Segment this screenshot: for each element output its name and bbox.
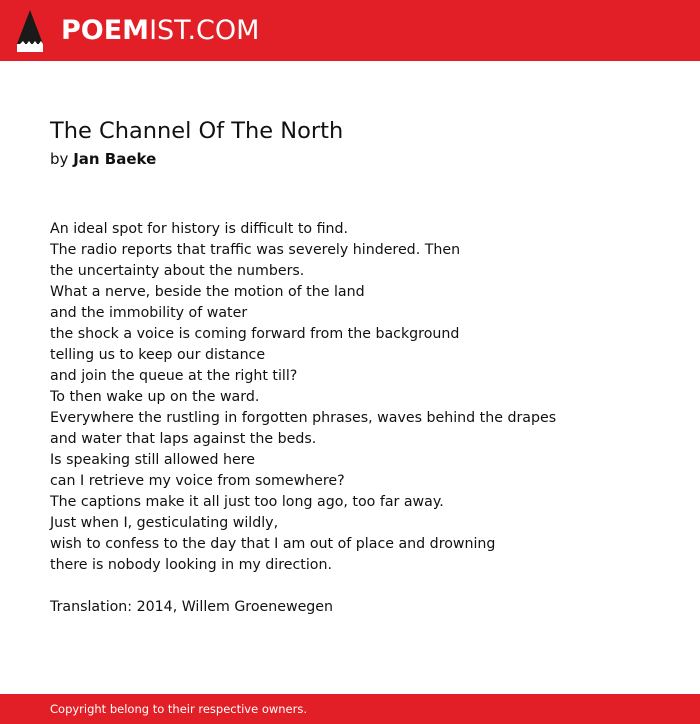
copyright-notice: Copyright belong to their respective owners. bbox=[50, 702, 308, 716]
brand-light-part: IST.COM bbox=[149, 15, 260, 46]
poem-line: Is speaking still allowed here bbox=[50, 452, 255, 468]
poem-line: and water that laps against the beds. bbox=[50, 431, 317, 447]
brand-bold-part: POEM bbox=[61, 15, 150, 46]
poem-line: The radio reports that traffic was severely hindered. Then bbox=[50, 242, 461, 258]
poem-line: the shock a voice is coming forward from the background bbox=[50, 326, 460, 342]
poem-line: and join the queue at the right till? bbox=[50, 368, 298, 384]
poem-line: The captions make it all just too long ago, too far away. bbox=[50, 494, 444, 510]
site-logo-text[interactable] bbox=[61, 13, 259, 49]
poem-line: To then wake up on the ward. bbox=[50, 389, 260, 405]
author-name: Jan Baeke bbox=[73, 150, 157, 168]
poem-body bbox=[50, 219, 650, 576]
poem-line: What a nerve, beside the motion of the land bbox=[50, 284, 365, 300]
poem-line: telling us to keep our distance bbox=[50, 347, 266, 363]
byline-prefix: by bbox=[50, 150, 69, 168]
site-footer bbox=[0, 694, 700, 724]
site-header bbox=[0, 0, 700, 61]
poem-line: can I retrieve my voice from somewhere? bbox=[50, 473, 345, 489]
pencil-tip-icon[interactable] bbox=[17, 10, 43, 52]
poem-line: An ideal spot for history is difficult to find. bbox=[50, 221, 349, 237]
poem-line: and the immobility of water bbox=[50, 305, 248, 321]
poem-line: Everywhere the rustling in forgotten phrases, waves behind the drapes bbox=[50, 410, 557, 426]
translation-credit: Translation: 2014, Willem Groenewegen bbox=[50, 599, 334, 615]
poem-line: there is nobody looking in my direction. bbox=[50, 557, 332, 573]
poem-line: Just when I, gesticulating wildly, bbox=[50, 515, 279, 531]
poem-line: wish to confess to the day that I am out of place and drowning bbox=[50, 536, 496, 552]
byline bbox=[50, 149, 156, 169]
poem-title: The Channel Of The North bbox=[50, 118, 344, 144]
poem-line: the uncertainty about the numbers. bbox=[50, 263, 305, 279]
